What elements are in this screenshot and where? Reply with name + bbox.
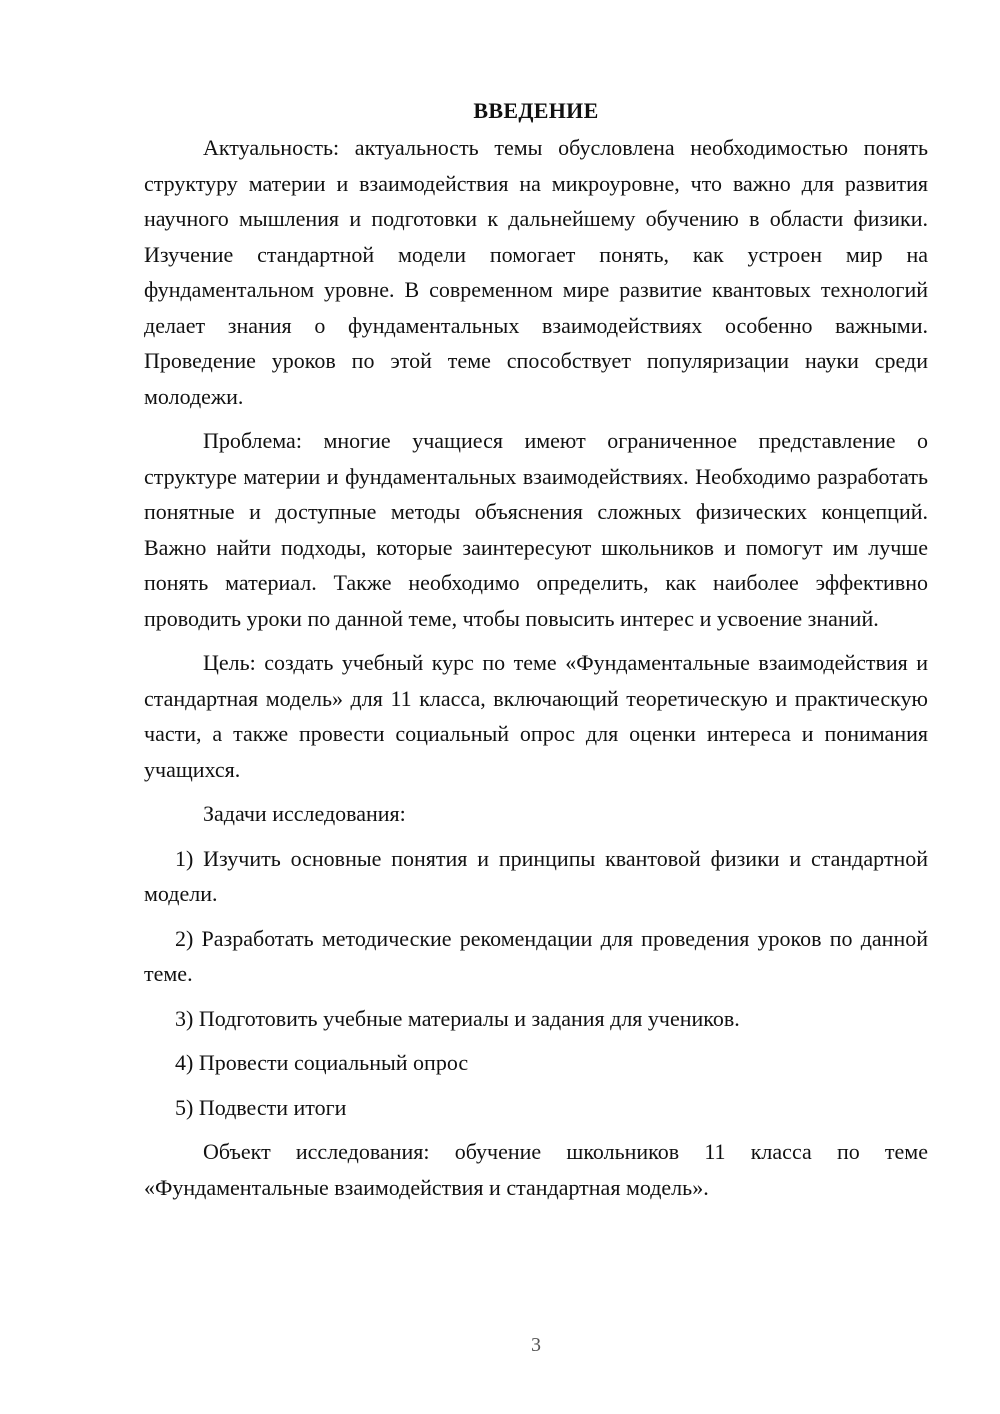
page-title: ВВЕДЕНИЕ: [473, 98, 599, 123]
task-item-3: 3) Подготовить учебные материалы и задания для учеников.: [175, 1005, 740, 1031]
page-number: 3: [531, 1334, 541, 1356]
task-item-1: 1) Изучить основные понятия и принципы квантовой физики и стандартной модели.: [144, 845, 928, 906]
task-item-5: 5) Подвести итоги: [175, 1094, 347, 1120]
problem-paragraph: Проблема: многие учащиеся имеют ограниченное представление о структуре материи и фундаментальных взаимодействиях. Необходимо разработать понятные и доступные методы объяснения сложных физических концепций. Важно найти подходы, которые заинтересуют школьников и помогут им лучше понять материал. Также необходимо определить, как наиболее эффективно проводить уроки по данной теме, чтобы повысить интерес и усвоение знаний.: [144, 428, 928, 631]
task-item-2: 2) Разработать методические рекомендации для проведения уроков по данной теме.: [144, 925, 928, 986]
task-item-4: 4) Провести социальный опрос: [175, 1050, 469, 1075]
document-page: [144, 96, 928, 1214]
object-paragraph: Объект исследования: обучение школьников 11 класса по теме «Фундаментальные взаимодействия и стандартная модель».: [144, 1139, 928, 1200]
relevance-paragraph: Актуальность: актуальность темы обусловлена необходимостью понять структуру материи и взаимодействия на микроуровне, что важно для развития научного мышления и подготовки к дальнейшему обучению в области физики. Изучение стандартной модели помогает понять, как устроен мир на фундаментальном уровне. В современном мире развитие квантовых технологий делает знания о фундаментальных взаимодействиях особенно важными. Проведение уроков по этой теме способствует популяризации науки среди молодежи.: [144, 135, 928, 409]
goal-paragraph: Цель: создать учебный курс по теме «Фундаментальные взаимодействия и стандартная модель» для 11 класса, включающий теоретическую и практическую части, а также провести социальный опрос для оценки интереса и понимания учащихся.: [144, 650, 928, 782]
tasks-title: Задачи исследования:: [203, 801, 406, 826]
